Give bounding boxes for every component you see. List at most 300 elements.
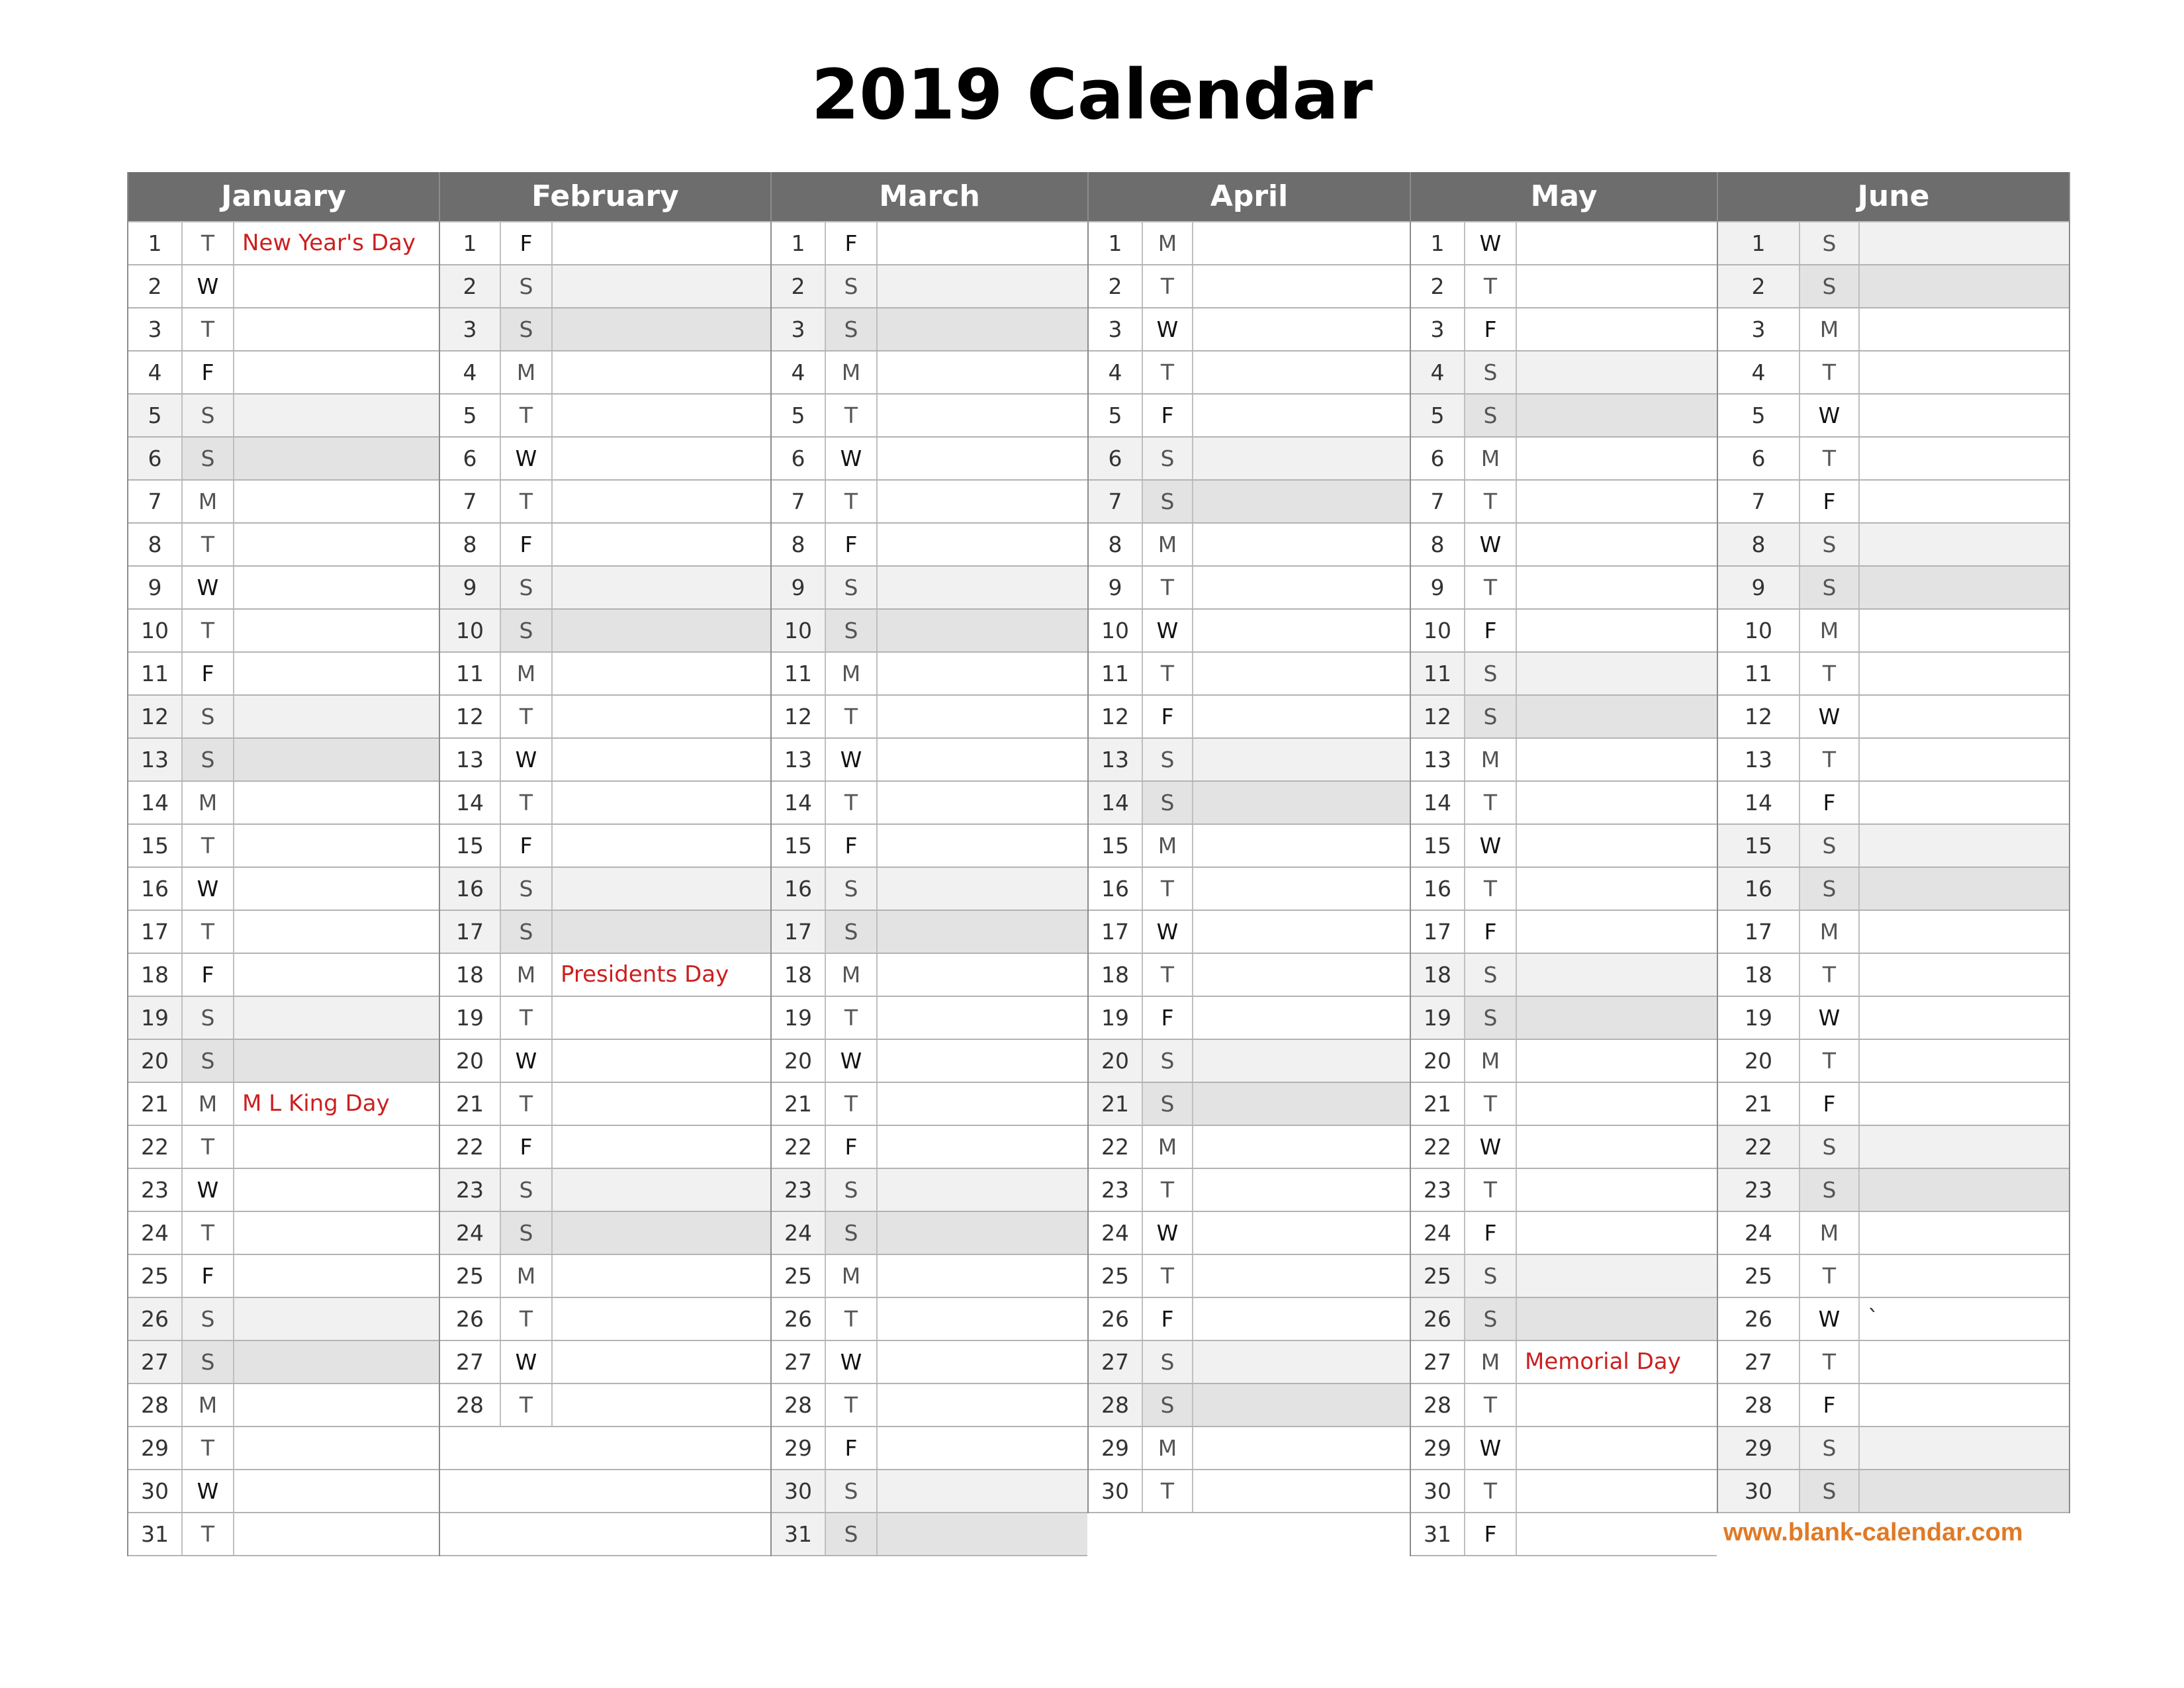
day-of-week: M [1465, 1341, 1517, 1383]
day-row [772, 610, 1087, 653]
day-row [1411, 524, 1717, 567]
day-of-week: F [183, 352, 234, 393]
day-number: 1 [1718, 222, 1800, 264]
day-of-week: T [826, 1384, 878, 1426]
day-number: 26 [1089, 1298, 1143, 1340]
note-cell [878, 653, 886, 694]
day-row [772, 438, 1087, 481]
day-row [772, 997, 1087, 1040]
day-of-week: T [183, 911, 234, 953]
day-number: 13 [1411, 739, 1465, 780]
day-of-week: F [501, 825, 553, 867]
note-cell [1860, 739, 1868, 780]
note-cell [553, 868, 561, 910]
day-of-week: S [501, 610, 553, 651]
day-of-week: W [501, 1040, 553, 1082]
day-row [128, 1083, 439, 1126]
day-number: 28 [1718, 1384, 1800, 1426]
day-number: 15 [772, 825, 826, 867]
day-of-week: M [183, 782, 234, 823]
day-row [772, 782, 1087, 825]
note-cell [553, 825, 561, 867]
day-of-week: T [183, 1513, 234, 1555]
day-row [772, 868, 1087, 911]
day-row [772, 1255, 1087, 1298]
note-cell [1517, 567, 1525, 608]
day-number: 27 [128, 1341, 183, 1383]
day-row [128, 524, 439, 567]
day-of-week: S [826, 1169, 878, 1211]
day-number: 3 [440, 308, 501, 350]
note-cell [1517, 438, 1525, 479]
note-cell [1517, 1384, 1525, 1426]
day-number: 2 [1411, 265, 1465, 307]
note-cell [1193, 1126, 1201, 1168]
day-of-week: S [1143, 782, 1193, 823]
day-number: 22 [128, 1126, 183, 1168]
note-cell [878, 1040, 886, 1082]
day-of-week: S [1800, 1427, 1860, 1469]
day-number: 24 [772, 1212, 826, 1254]
day-of-week: W [1800, 997, 1860, 1039]
day-of-week: S [501, 567, 553, 608]
day-number: 15 [440, 825, 501, 867]
day-row [440, 481, 770, 524]
day-number: 8 [128, 524, 183, 565]
note-cell [234, 1040, 242, 1082]
day-of-week: W [1143, 308, 1193, 350]
day-row [772, 1513, 1087, 1556]
page-title: 2019 Calendar [811, 54, 1373, 135]
day-number: 30 [772, 1470, 826, 1512]
day-number: 28 [1411, 1384, 1465, 1426]
day-number: 7 [128, 481, 183, 522]
note-cell [234, 696, 242, 737]
day-number: 22 [1718, 1126, 1800, 1168]
day-row [1718, 1169, 2069, 1212]
day-row [128, 739, 439, 782]
day-row [1718, 1427, 2069, 1470]
day-number: 5 [440, 395, 501, 436]
day-number: 3 [128, 308, 183, 350]
day-row [1411, 1384, 1717, 1427]
day-number: 29 [1411, 1427, 1465, 1469]
day-number: 12 [1089, 696, 1143, 737]
note-cell [1517, 1169, 1525, 1211]
day-of-week: W [826, 1341, 878, 1383]
day-number: 10 [440, 610, 501, 651]
day-number: 3 [772, 308, 826, 350]
day-of-week: T [501, 481, 553, 522]
note-cell [234, 1470, 242, 1512]
day-row [1411, 438, 1717, 481]
day-row [440, 1083, 770, 1126]
day-row [1089, 352, 1410, 395]
day-number: 16 [440, 868, 501, 910]
note-cell [1517, 696, 1525, 737]
day-number: 26 [1411, 1298, 1465, 1340]
day-number: 13 [440, 739, 501, 780]
note-cell [878, 222, 886, 264]
day-number: 13 [1089, 739, 1143, 780]
day-row [1089, 1126, 1410, 1169]
day-row [1718, 524, 2069, 567]
day-of-week: S [1800, 1169, 1860, 1211]
note-cell [878, 1513, 886, 1555]
day-of-week: S [826, 265, 878, 307]
day-of-week: M [1800, 610, 1860, 651]
day-number: 7 [772, 481, 826, 522]
note-cell [1860, 1040, 1868, 1082]
day-row [440, 265, 770, 308]
day-of-week: M [826, 954, 878, 996]
day-row [1718, 1126, 2069, 1169]
note-cell [553, 1040, 561, 1082]
day-row [1718, 265, 2069, 308]
day-number: 18 [128, 954, 183, 996]
day-row [1089, 954, 1410, 997]
day-of-week: F [1465, 1513, 1517, 1555]
note-cell [1193, 308, 1201, 350]
day-row [440, 308, 770, 352]
day-row [128, 954, 439, 997]
day-of-week: T [826, 1298, 878, 1340]
day-of-week: T [183, 524, 234, 565]
day-number: 21 [772, 1083, 826, 1125]
day-of-week: F [826, 1126, 878, 1168]
day-row [1718, 610, 2069, 653]
day-of-week: W [183, 567, 234, 608]
day-row [1089, 1255, 1410, 1298]
day-row [1411, 1341, 1717, 1384]
day-row [440, 1298, 770, 1341]
day-of-week: S [826, 1212, 878, 1254]
day-number: 20 [772, 1040, 826, 1082]
day-of-week: W [1143, 1212, 1193, 1254]
day-of-week: M [826, 352, 878, 393]
day-of-week: S [501, 308, 553, 350]
website-link[interactable]: www.blank-calendar.com [1723, 1519, 2023, 1546]
note-cell [1193, 610, 1201, 651]
day-row [1718, 481, 2069, 524]
day-row [440, 868, 770, 911]
note-cell [1193, 1470, 1201, 1512]
day-row [440, 395, 770, 438]
empty-row [440, 1427, 770, 1470]
day-of-week: W [183, 1169, 234, 1211]
note-cell [1517, 1427, 1525, 1469]
day-of-week: T [1465, 1470, 1517, 1512]
day-row [1089, 1298, 1410, 1341]
day-of-week: M [501, 352, 553, 393]
note-cell [1517, 782, 1525, 823]
day-of-week: T [1143, 352, 1193, 393]
note-cell [1860, 395, 1868, 436]
day-of-week: T [1800, 352, 1860, 393]
day-row [1089, 438, 1410, 481]
note-cell [234, 524, 242, 565]
day-of-week: W [183, 868, 234, 910]
day-number: 1 [128, 222, 183, 264]
day-row [440, 524, 770, 567]
note-cell [553, 653, 561, 694]
day-row [1411, 911, 1717, 954]
day-number: 14 [128, 782, 183, 823]
day-of-week: T [183, 308, 234, 350]
day-of-week: W [1465, 1126, 1517, 1168]
note-cell [1517, 954, 1525, 996]
day-row [1411, 1212, 1717, 1255]
day-row [1718, 868, 2069, 911]
day-of-week: F [1143, 1298, 1193, 1340]
month-june [1717, 172, 2070, 1513]
day-row [440, 1212, 770, 1255]
day-of-week: T [1143, 1169, 1193, 1211]
day-number: 8 [1718, 524, 1800, 565]
day-row [440, 438, 770, 481]
day-of-week: S [826, 308, 878, 350]
day-row [1411, 954, 1717, 997]
day-number: 17 [440, 911, 501, 953]
note-cell [553, 911, 561, 953]
day-of-week: S [501, 265, 553, 307]
day-row [1718, 1255, 2069, 1298]
note-cell [234, 1298, 242, 1340]
day-of-week: T [1465, 782, 1517, 823]
note-cell [1193, 868, 1201, 910]
day-row [1089, 524, 1410, 567]
note-cell [1860, 438, 1868, 479]
note-cell [1193, 1298, 1201, 1340]
day-row [1089, 1470, 1410, 1513]
note-cell [234, 825, 242, 867]
day-of-week: S [183, 395, 234, 436]
day-of-week: M [1800, 1212, 1860, 1254]
note-cell [878, 1212, 886, 1254]
note-cell [878, 481, 886, 522]
day-of-week: S [183, 1298, 234, 1340]
day-number: 30 [128, 1470, 183, 1512]
day-of-week: S [1800, 1470, 1860, 1512]
day-of-week: S [183, 1040, 234, 1082]
note-cell [1860, 1384, 1868, 1426]
note-cell [1517, 825, 1525, 867]
note-cell [1517, 1298, 1525, 1340]
note-cell [1860, 524, 1868, 565]
day-row [1411, 308, 1717, 352]
day-row [1718, 1298, 2069, 1341]
day-of-week: T [1143, 1470, 1193, 1512]
day-number: 27 [1411, 1341, 1465, 1383]
note-cell [878, 1126, 886, 1168]
day-row [1718, 308, 2069, 352]
day-of-week: T [826, 782, 878, 823]
day-row [440, 1341, 770, 1384]
day-number: 9 [1089, 567, 1143, 608]
note-cell [1193, 825, 1201, 867]
day-number: 28 [128, 1384, 183, 1426]
day-number: 19 [1718, 997, 1800, 1039]
holiday-label: Presidents Day [561, 961, 729, 988]
day-row [1089, 308, 1410, 352]
note-cell [1193, 1040, 1201, 1082]
day-number: 10 [1718, 610, 1800, 651]
day-row [440, 1169, 770, 1212]
day-row [128, 868, 439, 911]
day-row [1718, 825, 2069, 868]
day-row [1718, 352, 2069, 395]
day-row [128, 610, 439, 653]
day-number: 21 [1718, 1083, 1800, 1125]
day-row [128, 1212, 439, 1255]
day-row [1089, 395, 1410, 438]
month-header: April [1089, 172, 1410, 222]
day-number: 23 [440, 1169, 501, 1211]
day-of-week: W [826, 1040, 878, 1082]
note-cell [878, 825, 886, 867]
day-row [440, 782, 770, 825]
note-cell [553, 1212, 561, 1254]
month-header: January [128, 172, 439, 222]
note-cell [1860, 653, 1868, 694]
note-cell [1517, 1040, 1525, 1082]
day-row [772, 1470, 1087, 1513]
day-number: 20 [1089, 1040, 1143, 1082]
day-number: 27 [440, 1341, 501, 1383]
day-row [440, 739, 770, 782]
day-of-week: S [183, 739, 234, 780]
day-of-week: W [183, 265, 234, 307]
day-number: 11 [1718, 653, 1800, 694]
note-cell [1517, 868, 1525, 910]
day-number: 12 [772, 696, 826, 737]
day-number: 3 [1089, 308, 1143, 350]
day-number: 24 [1411, 1212, 1465, 1254]
month-header: May [1411, 172, 1717, 222]
day-of-week: W [501, 739, 553, 780]
day-row [1089, 1040, 1410, 1083]
day-row [128, 1126, 439, 1169]
day-number: 21 [128, 1083, 183, 1125]
day-of-week: S [1143, 1040, 1193, 1082]
note-cell [234, 1169, 242, 1211]
day-number: 23 [1089, 1169, 1143, 1211]
note-cell [878, 911, 886, 953]
note-cell [234, 997, 242, 1039]
note-cell [553, 696, 561, 737]
day-number: 18 [440, 954, 501, 996]
note-cell [1193, 438, 1201, 479]
day-number: 30 [1411, 1470, 1465, 1512]
day-number: 5 [128, 395, 183, 436]
day-number: 29 [1718, 1427, 1800, 1469]
day-row [1089, 481, 1410, 524]
day-number: 4 [1718, 352, 1800, 393]
note-cell [1860, 911, 1868, 953]
day-number: 2 [1089, 265, 1143, 307]
month-april [1087, 172, 1410, 1513]
day-row [1718, 653, 2069, 696]
day-row [440, 653, 770, 696]
day-row [128, 1513, 439, 1556]
note-cell [553, 308, 561, 350]
day-of-week: M [1143, 1126, 1193, 1168]
day-number: 25 [1718, 1255, 1800, 1297]
note-cell [234, 352, 242, 393]
note-cell [553, 438, 561, 479]
day-number: 22 [1411, 1126, 1465, 1168]
day-number: 18 [1718, 954, 1800, 996]
day-number: 1 [772, 222, 826, 264]
day-of-week: T [1465, 868, 1517, 910]
holiday-label: M L King Day [242, 1090, 390, 1117]
day-number: 22 [440, 1126, 501, 1168]
note-cell [553, 997, 561, 1039]
day-number: 17 [128, 911, 183, 953]
note-cell [234, 395, 242, 436]
day-row [1411, 1427, 1717, 1470]
day-of-week: T [1465, 1384, 1517, 1426]
day-number: 31 [1411, 1513, 1465, 1555]
day-number: 30 [1089, 1470, 1143, 1512]
note-cell [878, 438, 886, 479]
day-of-week: M [1143, 222, 1193, 264]
day-of-week: S [826, 868, 878, 910]
holiday-label: New Year's Day [242, 230, 416, 256]
month-february [439, 172, 770, 1556]
day-row [128, 653, 439, 696]
day-row [1089, 739, 1410, 782]
day-row [440, 1384, 770, 1427]
day-of-week: W [1465, 825, 1517, 867]
day-row [1411, 265, 1717, 308]
day-of-week: T [183, 1126, 234, 1168]
day-number: 25 [772, 1255, 826, 1297]
day-row [440, 567, 770, 610]
day-row [1718, 438, 2069, 481]
day-number: 27 [772, 1341, 826, 1383]
note-cell [1860, 610, 1868, 651]
day-of-week: S [183, 997, 234, 1039]
day-row [1411, 868, 1717, 911]
day-number: 26 [128, 1298, 183, 1340]
note-cell [234, 265, 242, 307]
day-row [1411, 1470, 1717, 1513]
day-number: 16 [1411, 868, 1465, 910]
note-cell [553, 1083, 561, 1125]
day-number: 19 [772, 997, 826, 1039]
day-number: 11 [440, 653, 501, 694]
day-row [1411, 481, 1717, 524]
day-number: 27 [1089, 1341, 1143, 1383]
day-row [440, 911, 770, 954]
day-of-week: M [1465, 739, 1517, 780]
day-of-week: S [1465, 954, 1517, 996]
day-of-week: T [1800, 438, 1860, 479]
day-number: 2 [128, 265, 183, 307]
day-number: 17 [1718, 911, 1800, 953]
day-row [1089, 653, 1410, 696]
day-number: 12 [128, 696, 183, 737]
day-row [1089, 696, 1410, 739]
day-row [1718, 1040, 2069, 1083]
day-row [440, 954, 770, 997]
day-number: 6 [128, 438, 183, 479]
note-cell [878, 352, 886, 393]
day-number: 9 [128, 567, 183, 608]
day-of-week: S [1143, 1384, 1193, 1426]
note-cell [1517, 265, 1525, 307]
